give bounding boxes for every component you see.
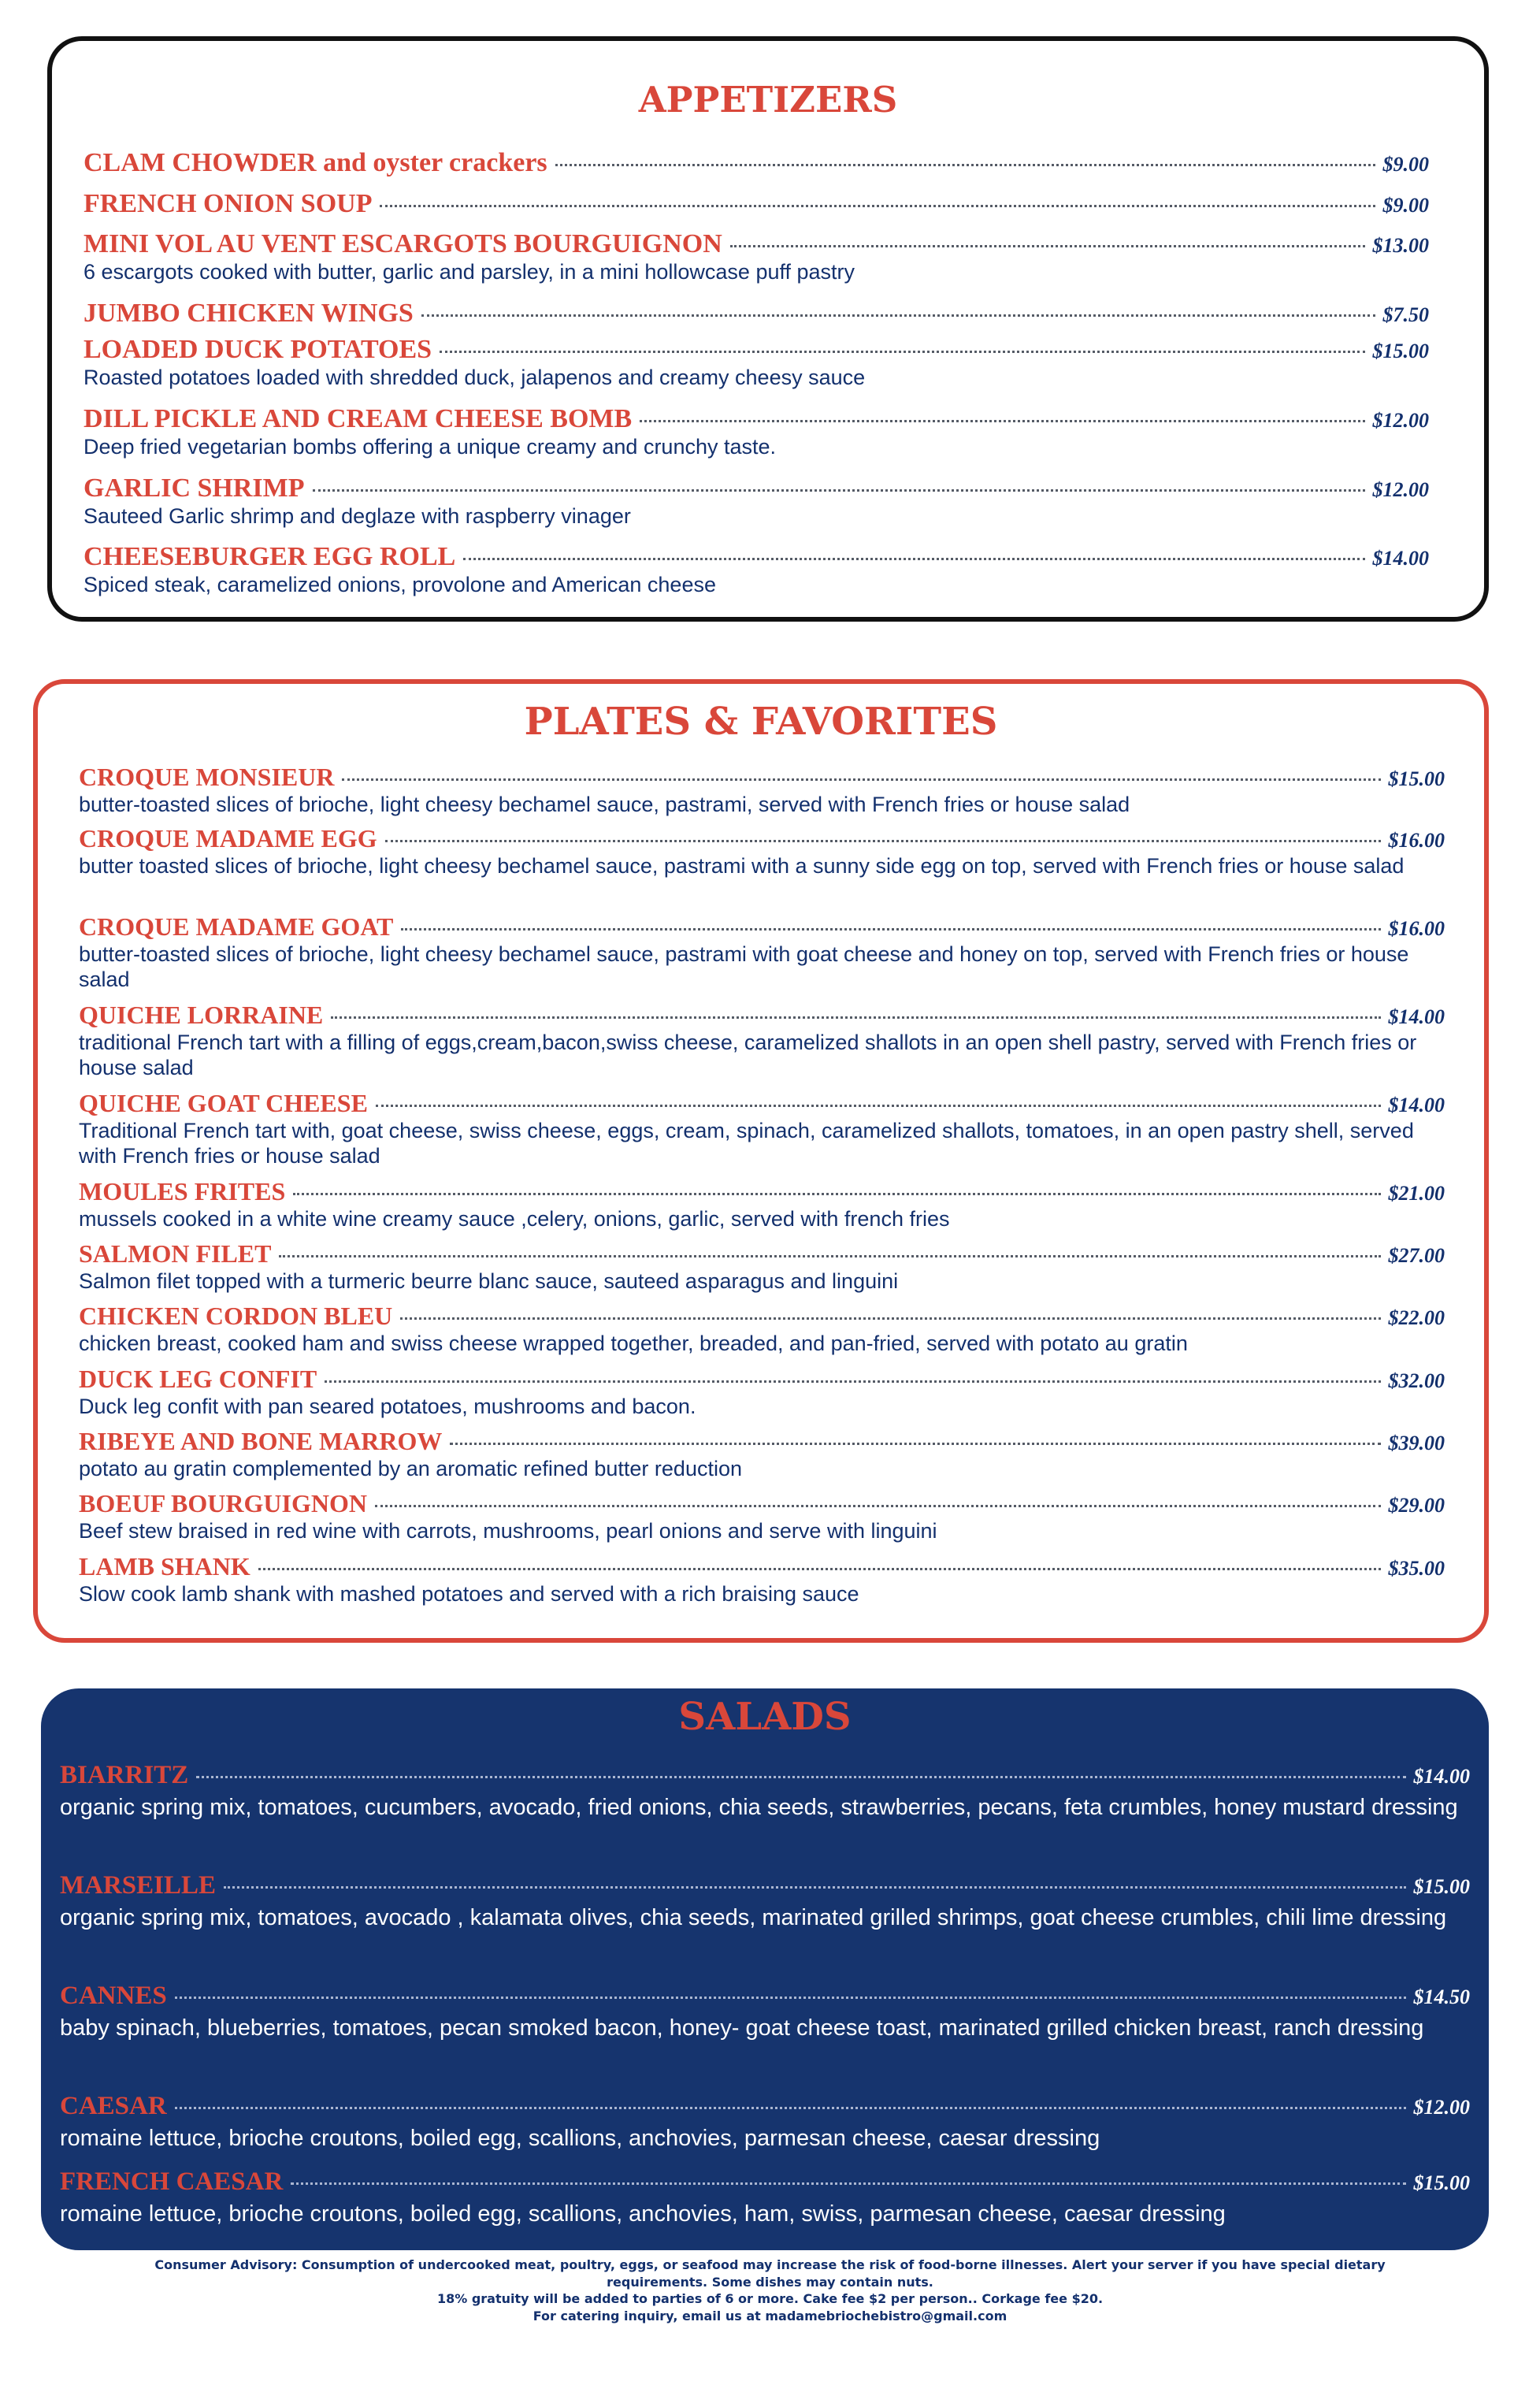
menu-item — [83, 403, 1429, 459]
item-name: CHEESEBURGER EGG ROLL — [83, 542, 456, 571]
item-price: $9.00 — [1382, 194, 1429, 217]
leader-dots — [421, 314, 1375, 317]
menu-item — [83, 334, 1429, 390]
item-description: romaine lettuce, brioche croutons, boiled egg, scallions, anchovies, parmesan cheese, caesar dressing — [60, 2125, 1100, 2151]
item-name: BIARRITZ — [60, 1761, 189, 1789]
menu-item — [79, 763, 1445, 817]
leader-dots — [380, 205, 1375, 207]
appetizers-section — [47, 36, 1489, 622]
item-name: CANNES — [60, 1982, 167, 2010]
menu-item — [83, 541, 1429, 597]
item-description: Roasted potatoes loaded with shredded duck, jalapenos and creamy cheesy sauce — [83, 366, 866, 390]
item-name: JUMBO CHICKEN WINGS — [83, 299, 414, 328]
item-description: traditional French tart with a filling of eggs,cream,bacon,swiss cheese, caramelized shallots in an open shell pastry, served with French fries or house salad — [79, 1030, 1417, 1080]
item-description: Traditional French tart with, goat cheese, swiss cheese, eggs, cream, spinach, caramelized shallots, tomatoes, in an open pastry shell, served with French fries or house salad — [79, 1118, 1414, 1168]
item-name: CLAM CHOWDER and oyster crackers — [83, 148, 547, 177]
menu-item — [83, 147, 1429, 178]
item-price: $15.00 — [1388, 767, 1445, 790]
item-name: DILL PICKLE AND CREAM CHEESE BOMB — [83, 404, 633, 433]
menu-item — [79, 912, 1445, 993]
menu-item — [60, 2092, 1470, 2155]
menu-item — [83, 188, 1429, 219]
menu-item — [79, 824, 1445, 878]
menu-item — [79, 1489, 1445, 1543]
item-description: organic spring mix, tomatoes, avocado , kalamata olives, chia seeds, marinated grilled shrimps, goat cheese crumbles, chili lime dressing — [60, 1904, 1447, 1930]
leader-dots — [730, 245, 1365, 247]
item-price: $39.00 — [1388, 1432, 1445, 1454]
item-price: $16.00 — [1388, 917, 1445, 940]
item-description: 6 escargots cooked with butter, garlic and parsley, in a mini hollowcase puff pastry — [83, 260, 855, 284]
item-price: $12.00 — [1372, 478, 1429, 501]
item-price: $14.00 — [1372, 547, 1429, 570]
menu-item — [60, 2167, 1470, 2231]
item-name: RIBEYE AND BONE MARROW — [79, 1427, 443, 1455]
item-description: Slow cook lamb shank with mashed potatoes and served with a rich braising sauce — [79, 1581, 859, 1606]
leader-dots — [175, 2107, 1406, 2109]
menu-item — [60, 1982, 1470, 2045]
leader-dots — [331, 1016, 1380, 1019]
item-name: GARLIC SHRIMP — [83, 474, 305, 503]
item-name: LAMB SHANK — [79, 1552, 250, 1581]
menu-item — [79, 1001, 1445, 1081]
item-name: CHICKEN CORDON BLEU — [79, 1302, 393, 1330]
item-name: CROQUE MADAME GOAT — [79, 912, 394, 941]
item-description: Salmon filet topped with a turmeric beurre blanc sauce, sauteed asparagus and linguini — [79, 1269, 899, 1293]
item-description: baby spinach, blueberries, tomatoes, pecan smoked bacon, honey- goat cheese toast, marinated grilled chicken breast, ranch dressing — [60, 2015, 1424, 2041]
item-description: Spiced steak, caramelized onions, provolone and American cheese — [83, 573, 716, 597]
salads-section — [41, 1688, 1489, 2250]
leader-dots — [555, 164, 1375, 166]
item-price: $21.00 — [1388, 1182, 1445, 1205]
footer-notes — [118, 2257, 1422, 2324]
leader-dots — [440, 351, 1364, 353]
item-description: butter-toasted slices of brioche, light cheesy bechamel sauce, pastrami with goat cheese and honey on top, served with French fries or house salad — [79, 942, 1409, 992]
item-name: MOULES FRITES — [79, 1177, 286, 1205]
item-name: LOADED DUCK POTATOES — [83, 335, 432, 364]
item-name: FRENCH CAESAR — [60, 2167, 284, 2196]
leader-dots — [291, 2182, 1405, 2185]
item-price: $14.50 — [1413, 1985, 1470, 2008]
item-name: QUICHE LORRAINE — [79, 1001, 324, 1029]
item-price: $14.00 — [1388, 1005, 1445, 1028]
menu-item — [79, 1239, 1445, 1294]
menu-item — [79, 1427, 1445, 1481]
item-price: $32.00 — [1388, 1369, 1445, 1392]
leader-dots — [385, 840, 1381, 842]
item-name: DUCK LEG CONFIT — [79, 1365, 317, 1393]
leader-dots — [400, 1317, 1380, 1320]
item-description: organic spring mix, tomatoes, cucumbers, avocado, fried onions, chia seeds, strawberries, pecans, feta crumbles, honey mustard dressing — [60, 1794, 1458, 1820]
menu-item — [60, 1871, 1470, 1934]
plates-section — [33, 679, 1489, 1643]
item-price: $35.00 — [1388, 1557, 1445, 1580]
item-price: $14.00 — [1413, 1765, 1470, 1788]
menu-item — [79, 1089, 1445, 1169]
leader-dots — [401, 928, 1380, 930]
menu-item — [79, 1177, 1445, 1231]
leader-dots — [640, 420, 1364, 422]
leader-dots — [279, 1255, 1380, 1257]
leader-dots — [450, 1443, 1380, 1445]
item-price: $27.00 — [1388, 1244, 1445, 1267]
gratuity-note: 18% gratuity will be added to parties of 6 or more. Cake fee $2 per person.. Corkage fee $20. — [436, 2291, 1104, 2307]
leader-dots — [342, 778, 1380, 781]
leader-dots — [375, 1505, 1381, 1507]
menu-item — [60, 1761, 1470, 1824]
item-price: $29.00 — [1388, 1494, 1445, 1517]
plates-title: PLATES & FAVORITES — [524, 700, 998, 744]
leader-dots — [175, 1997, 1406, 1999]
catering-note: For catering inquiry, email us at madamebriochebistro@gmail.com — [533, 2308, 1007, 2323]
leader-dots — [463, 558, 1364, 560]
item-description: chicken breast, cooked ham and swiss cheese wrapped together, breaded, and pan-fried, served with potato au gratin — [79, 1331, 1188, 1355]
item-description: potato au gratin complemented by an aromatic refined butter reduction — [79, 1456, 742, 1480]
leader-dots — [325, 1380, 1380, 1383]
item-name: MARSEILLE — [60, 1871, 217, 1900]
menu-item — [83, 228, 1429, 284]
item-description: Deep fried vegetarian bombs offering a unique creamy and crunchy taste. — [83, 435, 777, 459]
item-description: butter-toasted slices of brioche, light cheesy bechamel sauce, pastrami, served with French fries or house salad — [79, 792, 1130, 816]
item-description: romaine lettuce, brioche croutons, boiled egg, scallions, anchovies, ham, swiss, parmesan cheese, caesar dressing — [60, 2201, 1226, 2227]
item-price: $22.00 — [1388, 1306, 1445, 1329]
item-name: QUICHE GOAT CHEESE — [79, 1089, 368, 1117]
item-price: $15.00 — [1372, 340, 1429, 362]
appetizers-title: APPETIZERS — [638, 79, 898, 121]
item-price: $15.00 — [1413, 2171, 1470, 2194]
item-price: $9.00 — [1382, 153, 1429, 176]
menu-item — [79, 1365, 1445, 1419]
item-description: Sauteed Garlic shrimp and deglaze with raspberry vinager — [83, 504, 631, 529]
item-name: CROQUE MONSIEUR — [79, 763, 335, 791]
leader-dots — [313, 489, 1365, 492]
item-name: MINI VOL AU VENT ESCARGOTS BOURGUIGNON — [83, 229, 722, 258]
item-description: Beef stew braised in red wine with carrots, mushrooms, pearl onions and serve with linguini — [79, 1518, 937, 1543]
item-description: butter toasted slices of brioche, light cheesy bechamel sauce, pastrami with a sunny side egg on top, served with French fries or house salad — [79, 853, 1405, 878]
menu-item — [83, 473, 1429, 529]
leader-dots — [376, 1105, 1381, 1107]
consumer-advisory: Consumer Advisory: Consumption of undercooked meat, poultry, eggs, or seafood may increase the risk of food-borne illnesses. Alert your server if you have special dietary requirements. Some dishes may contain nuts. — [154, 2257, 1386, 2290]
menu-item — [83, 298, 1429, 329]
item-price: $14.00 — [1388, 1094, 1445, 1116]
leader-dots — [196, 1776, 1405, 1778]
item-name: BOEUF BOURGUIGNON — [79, 1489, 367, 1517]
menu-item — [79, 1302, 1445, 1356]
item-price: $12.00 — [1372, 409, 1429, 432]
salads-title: SALADS — [678, 1695, 852, 1739]
leader-dots — [293, 1193, 1380, 1195]
item-description: Duck leg confit with pan seared potatoes, mushrooms and bacon. — [79, 1394, 696, 1418]
item-name: CROQUE MADAME EGG — [79, 824, 377, 852]
item-price: $12.00 — [1413, 2096, 1470, 2119]
leader-dots — [224, 1886, 1405, 1889]
item-name: CAESAR — [60, 2092, 167, 2120]
item-price: $13.00 — [1372, 234, 1429, 257]
item-price: $7.50 — [1382, 303, 1429, 326]
item-name: SALMON FILET — [79, 1239, 272, 1268]
item-description: mussels cooked in a white wine creamy sauce ,celery, onions, garlic, served with french fries — [79, 1206, 950, 1231]
item-price: $15.00 — [1413, 1875, 1470, 1898]
item-name: FRENCH ONION SOUP — [83, 189, 373, 218]
item-price: $16.00 — [1388, 829, 1445, 852]
leader-dots — [258, 1568, 1381, 1570]
menu-item — [79, 1552, 1445, 1607]
